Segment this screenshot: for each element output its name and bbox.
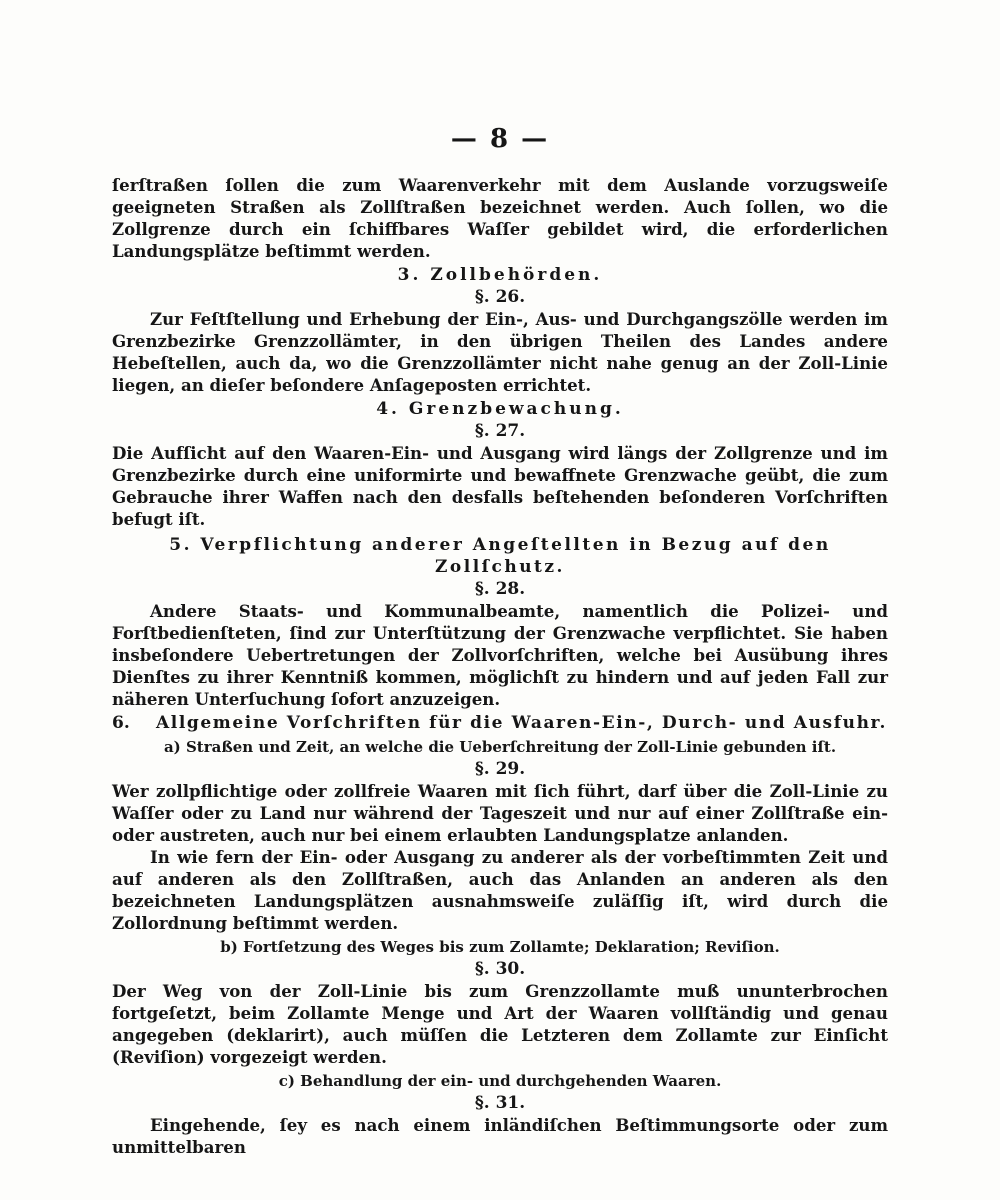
heading-zollbehoerden: 3. Zollbehörden.	[397, 265, 603, 285]
subheading-b: b) Fortſetzung des Weges bis zum Zollamte; Deklaration; Reviſion.	[220, 938, 780, 956]
paragraph-26: Zur Feſtſtellung und Erhebung der Ein-, Aus- und Durchgangszölle werden im Grenzbezirke Grenzzollämter, in den übrigen Theilen des Landes andere Hebeſtellen, auch da, wo die Grenzzollämter nicht nahe genug an der Zoll-Linie liegen, an dieſer beſondere Anſageposten errichtet.	[112, 309, 888, 395]
paragraph-30: Der Weg von der Zoll-Linie bis zum Grenzzollamte muß ununterbrochen fortgeſetzt, beim Zollamte Menge und Art der Waaren vollſtändig und genau angegeben (deklarirt), auch müſſen die Letzteren dem Zollamte zur Einſicht (Reviſion) vorgezeigt werden.	[112, 981, 888, 1067]
paragraph-28: Andere Staats- und Kommunalbeamte, namentlich die Polizei- und Forſtbedienſteten, ſind zur Unterſtützung der Grenzwache verpflichtet. Sie haben insbeſondere Uebertretungen der Zollvorſchriften, welche bei Ausübung ihres Dienſtes zu ihrer Kenntniß kommen, möglichſt zu hindern und auf jeden Fall zur näheren Unterſuchung ſofort anzuzeigen.	[112, 601, 888, 709]
section-31: §. 31.	[474, 1093, 526, 1113]
section-26: §. 26.	[474, 287, 526, 307]
paragraph-31: Eingehende, ſey es nach einem inländiſchen Beſtimmungsorte oder zum unmittelbaren	[112, 1115, 888, 1157]
paragraph-29b: In wie fern der Ein- oder Ausgang zu anderer als der vorbeſtimmten Zeit und auf anderen als den Zollſtraßen, auch das Anlanden an anderen als den bezeichneten Landungsplätzen ausnahmsweiſe zuläſſig iſt, wird durch die Zollordnung beſtimmt werden.	[112, 847, 888, 933]
heading-grenzbewachung: 4. Grenzbewachung.	[376, 399, 624, 419]
page-content	[112, 124, 888, 1158]
section-30: §. 30.	[474, 959, 526, 979]
heading-allgemeine-vorschriften	[112, 712, 888, 734]
subheading-a: a) Straßen und Zeit, an welche die Ueberſchreitung der Zoll-Linie gebunden iſt.	[163, 738, 837, 756]
section-28: §. 28.	[474, 579, 526, 599]
heading-verpflichtung: 5. Verpflichtung anderer Angeſtellten in Bezug auf den Zollſchutz.	[169, 535, 831, 577]
section-29: §. 29.	[474, 759, 526, 779]
heading-text: Allgemeine Vorſchriften für die Waaren-Ein-, Durch- und Ausfuhr.	[156, 713, 888, 733]
page-number: — 8 —	[450, 124, 550, 154]
subheading-c: c) Behandlung der ein- und durchgehenden Waaren.	[278, 1072, 722, 1090]
paragraph-intro: ſerſtraßen ſollen die zum Waarenverkehr mit dem Auslande vorzugsweiſe geeigneten Straßen als Zollſtraßen bezeichnet werden. Auch ſollen, wo die Zollgrenze durch ein ſchiffbares Waſſer gebildet wird, die erforderlichen Landungsplätze beſtimmt werden.	[112, 175, 888, 261]
heading-number: 6.	[112, 713, 130, 733]
paragraph-27: Die Aufſicht auf den Waaren-Ein- und Ausgang wird längs der Zollgrenze und im Grenzbezirke durch eine uniformirte und bewaffnete Grenzwache geübt, die zum Gebrauche ihrer Waffen nach den desfalls beſtehenden beſonderen Vorſchriften befugt iſt.	[112, 443, 888, 529]
section-27: §. 27.	[474, 421, 526, 441]
paragraph-29a: Wer zollpflichtige oder zollfreie Waaren mit ſich führt, darf über die Zoll-Linie zu Waſſer oder zu Land nur während der Tageszeit und nur auf einer Zollſtraße ein- oder austreten, auch nur bei einem erlaubten Landungsplatze anlanden.	[112, 781, 888, 845]
